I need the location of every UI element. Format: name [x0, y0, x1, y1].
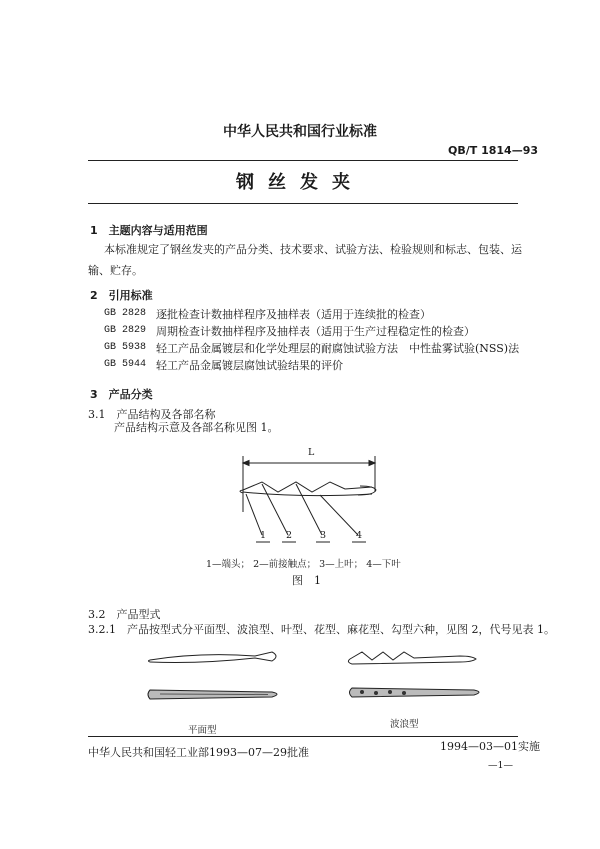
section321-body: 3.2.1 产品按型式分平面型、波浪型、叶型、花型、麻花型、勾型六种，见图 2，代号见表 1。 [88, 623, 555, 636]
standard-number: QB/T 1814—93 [448, 144, 539, 157]
dimension-label: L [308, 447, 315, 458]
wavy-pin-top-view [348, 652, 476, 664]
flat-pin-side-ridge [160, 694, 268, 695]
effective-date: 1994—03—01实施 [440, 740, 540, 753]
figure1-legend: 1—端头； 2—前接触点； 3—上叶； 4—下叶 [206, 559, 401, 570]
page-number: —1— [488, 760, 514, 771]
figure2-label-wavy: 波浪型 [390, 719, 419, 730]
figure2-label-flat: 平面型 [188, 725, 217, 736]
flat-pin-head [149, 660, 151, 662]
section31-heading: 3.1 产品结构及各部名称 [88, 408, 216, 421]
flat-pin-top-view [150, 652, 276, 663]
footer-divider [88, 736, 518, 737]
ref-title: 轻工产品金属镀层和化学处理层的耐腐蚀试验方法 中性盐雾试验(NSS)法 [156, 342, 520, 355]
standard-type: 中华人民共和国行业标准 [223, 124, 377, 140]
ref-title: 轻工产品金属镀层腐蚀试验结果的评价 [156, 359, 343, 372]
section2-heading: 2 引用标准 [90, 289, 153, 302]
section31-body: 产品结构示意及各部名称见图 1。 [114, 421, 279, 434]
ref-code: GB 2829 [104, 325, 147, 336]
section1-body-line1: 本标准规定了钢丝发夹的产品分类、技术要求、试验方法、检验规则和标志、包装、运 [104, 243, 522, 256]
callout-1: 1 [260, 530, 267, 541]
section1-heading: 1 主题内容与适用范围 [90, 224, 208, 237]
ref-code: GB 2828 [104, 308, 147, 319]
approval-line: 中华人民共和国轻工业部1993—07—29批准 [88, 746, 309, 759]
callout-2: 2 [286, 530, 293, 541]
section3-heading: 3 产品分类 [90, 388, 153, 401]
document-title: 钢丝发夹 [236, 172, 364, 193]
section32-heading: 3.2 产品型式 [88, 608, 161, 621]
figure1-caption: 图 1 [292, 574, 321, 587]
callout-3: 3 [320, 530, 327, 541]
callout-4: 4 [356, 530, 363, 541]
section1-body-line2: 输、贮存。 [88, 264, 143, 277]
ref-title: 周期检查计数抽样程序及抽样表（适用于生产过程稳定性的检查） [156, 325, 475, 338]
ref-code: GB 5938 [104, 342, 147, 353]
ref-title: 逐批检查计数抽样程序及抽样表（适用于连续批的检查） [156, 308, 431, 321]
wavy-pin-side-view [350, 688, 480, 697]
ref-code: GB 5944 [104, 359, 147, 370]
